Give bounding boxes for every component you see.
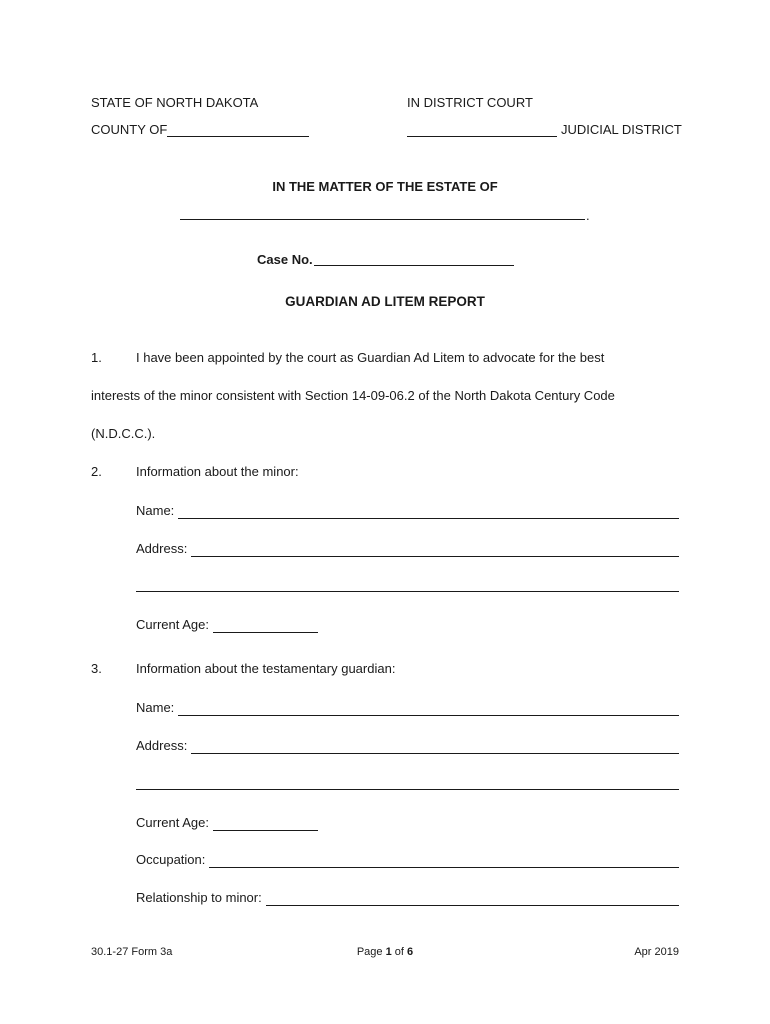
guardian-age-row <box>136 813 318 831</box>
guardian-relationship-field[interactable] <box>266 892 679 906</box>
guardian-name-field[interactable] <box>178 702 679 716</box>
footer-page-word: Page <box>356 946 383 958</box>
minor-address-row <box>136 539 679 557</box>
guardian-occupation-label: Occupation: <box>136 852 206 867</box>
item1-line2: interests of the minor consistent with Section 14-09-06.2 of the North Dakota Century Code <box>91 388 615 403</box>
court-label: IN DISTRICT COURT <box>407 95 533 110</box>
footer-page-total: 6 <box>407 946 414 958</box>
minor-address-label: Address: <box>136 541 188 556</box>
guardian-age-field[interactable] <box>213 817 318 831</box>
guardian-address-label: Address: <box>136 738 188 753</box>
guardian-name-label: Name: <box>136 700 175 715</box>
minor-name-row <box>136 501 679 519</box>
item3-number: 3. <box>91 661 102 676</box>
guardian-relationship-label: Relationship to minor: <box>136 890 262 905</box>
guardian-relationship-row <box>136 888 679 906</box>
county-field[interactable] <box>167 136 309 137</box>
item1-line1: I have been appointed by the court as Guardian Ad Litem to advocate for the best <box>136 350 605 365</box>
minor-age-label: Current Age: <box>136 617 209 632</box>
case-no-field[interactable] <box>314 265 514 266</box>
guardian-occupation-field[interactable] <box>209 854 679 868</box>
item2-number: 2. <box>91 464 102 479</box>
minor-age-field[interactable] <box>213 619 318 633</box>
matter-title: IN THE MATTER OF THE ESTATE OF <box>272 179 498 194</box>
guardian-occupation-row <box>136 850 679 868</box>
footer-form-id: 30.1-27 Form 3a <box>91 946 173 958</box>
minor-name-label: Name: <box>136 503 175 518</box>
guardian-age-label: Current Age: <box>136 815 209 830</box>
item3-heading: Information about the testamentary guardian: <box>136 661 396 676</box>
minor-age-row <box>136 615 318 633</box>
guardian-address-row <box>136 736 679 754</box>
case-no-label: Case No. <box>257 252 313 267</box>
county-label: COUNTY OF <box>91 122 168 137</box>
report-title: GUARDIAN AD LITEM REPORT <box>285 294 485 309</box>
judicial-district-label: JUDICIAL DISTRICT <box>561 122 682 137</box>
footer-of-word: of <box>394 946 404 958</box>
minor-address-field-2[interactable] <box>136 591 679 592</box>
item2-heading: Information about the minor: <box>136 464 299 479</box>
guardian-address-field-2[interactable] <box>136 789 679 790</box>
guardian-address-field[interactable] <box>191 740 679 754</box>
judicial-district-field[interactable] <box>407 136 557 137</box>
footer-page-current: 1 <box>385 946 392 958</box>
state-label: STATE OF NORTH DAKOTA <box>91 95 259 110</box>
item1-line3: (N.D.C.C.). <box>91 426 156 441</box>
guardian-name-row <box>136 698 679 716</box>
estate-name-field[interactable] <box>180 219 585 220</box>
minor-name-field[interactable] <box>178 505 679 519</box>
estate-name-period: . <box>586 208 590 223</box>
item1-number: 1. <box>91 350 102 365</box>
minor-address-field[interactable] <box>191 543 679 557</box>
footer-date: Apr 2019 <box>634 946 679 958</box>
